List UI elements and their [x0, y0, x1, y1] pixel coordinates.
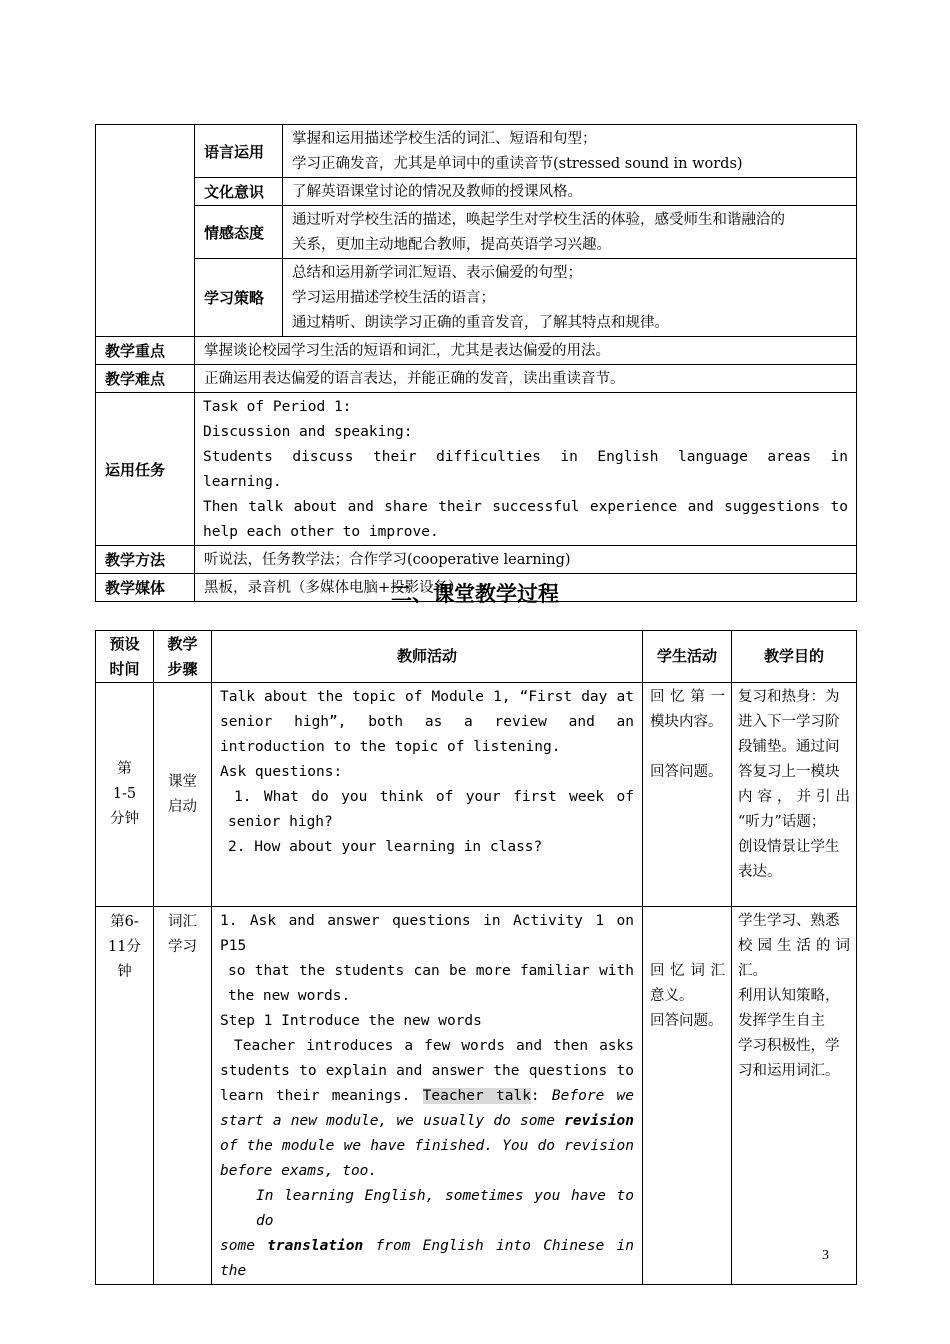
process-header-row	[96, 631, 857, 683]
emotion-text: 通过听对学校生活的描述，唤起学生对学校生活的体验，感受师生和谐融洽的 关系，更加主动地配合教师，提高英语学习兴趣。	[283, 206, 857, 259]
methods-text: 听说法，任务教学法；合作学习(cooperative learning)	[195, 546, 857, 574]
row2-teacher-activity: 1. Ask and answer questions in Activity 1 on P15 so that the students can be more familiar with the new words. Step 1 Introduce the new words Teacher introduces a few words and then asks students to explain and answer the questions to learn their meanings. Teacher talk: Before we start a new module, we usually do some revision of the module we have finished. You do revision before exams, too. In learning English, sometimes you have to do some translation from English into Chinese in the	[212, 907, 643, 1285]
objectives-group-cell	[96, 125, 195, 337]
strategy-text: 总结和运用新学词汇短语、表示偏爱的句型； 学习运用描述学校生活的语言； 通过精听、朗读学习正确的重音发音，了解其特点和规律。	[283, 259, 857, 337]
row1-purpose: 复习和热身：为 进入下一学习阶 段铺垫。通过问 答复习上一模块 内容，并引出 “听力”话题； 创设情景让学生 表达。	[732, 683, 857, 907]
row1-student-activity: 回忆第一 模块内容。 回答问题。	[643, 683, 732, 907]
header-student: 学生活动	[643, 631, 732, 683]
keyword-revision: revision	[564, 1113, 635, 1129]
emotion-label: 情感态度	[195, 206, 283, 259]
header-time: 预设 时间	[96, 631, 154, 683]
methods-label: 教学方法	[96, 546, 195, 574]
header-teacher: 教师活动	[212, 631, 643, 683]
row2-purpose: 学生学习、熟悉 校园生活的词 汇。 利用认知策略， 发挥学生自主 学习积极性，学 习和运用词汇。	[732, 907, 857, 1285]
objectives-table	[95, 124, 857, 602]
row1-step: 课堂 启动	[154, 683, 212, 907]
row2-student-activity: 回忆词汇 意义。 回答问题。	[643, 907, 732, 1285]
task-text: Task of Period 1: Discussion and speaking: Students discuss their difficulties in English language areas in learning. Then talk about and share their successful experience and suggestions to help each other to improve.	[195, 393, 857, 546]
process-row	[96, 907, 857, 1285]
row2-time: 第6- 11分 钟	[96, 907, 154, 1285]
row2-step: 词汇 学习	[154, 907, 212, 1285]
header-purpose: 教学目的	[732, 631, 857, 683]
teacher-talk-highlight: Teacher talk	[422, 1088, 531, 1104]
task-label: 运用任务	[96, 393, 195, 546]
cultural-label: 文化意识	[195, 178, 283, 206]
language-use-text: 掌握和运用描述学校生活的词汇、短语和句型； 学习正确发音，尤其是单词中的重读音节(stressed sound in words)	[283, 125, 857, 178]
cultural-text: 了解英语课堂讨论的情况及教师的授课风格。	[283, 178, 857, 206]
difficulties-label: 教学难点	[96, 365, 195, 393]
section-title: 二、课堂教学过程	[391, 582, 559, 606]
keyword-translation: translation	[267, 1238, 364, 1254]
row1-teacher-activity: Talk about the topic of Module 1, “First day at senior high”, both as a review and an introduction to the topic of listening. Ask questions: 1. What do you think of your first week of senior high? 2. How about your learning in class?	[212, 683, 643, 907]
media-text: 黑板，录音机（多媒体电脑+投影设备）	[195, 574, 857, 602]
strategy-label: 学习策略	[195, 259, 283, 337]
page-number: 3	[822, 1248, 829, 1263]
header-step: 教学 步骤	[154, 631, 212, 683]
row1-time: 第 1-5 分钟	[96, 683, 154, 907]
key-points-label: 教学重点	[96, 337, 195, 365]
process-row	[96, 683, 857, 907]
difficulties-text: 正确运用表达偏爱的语言表达，并能正确的发音，读出重读音节。	[195, 365, 857, 393]
language-use-label: 语言运用	[195, 125, 283, 178]
key-points-text: 掌握谈论校园学习生活的短语和词汇，尤其是表达偏爱的用法。	[195, 337, 857, 365]
process-table	[95, 630, 857, 1285]
media-label: 教学媒体	[96, 574, 195, 602]
